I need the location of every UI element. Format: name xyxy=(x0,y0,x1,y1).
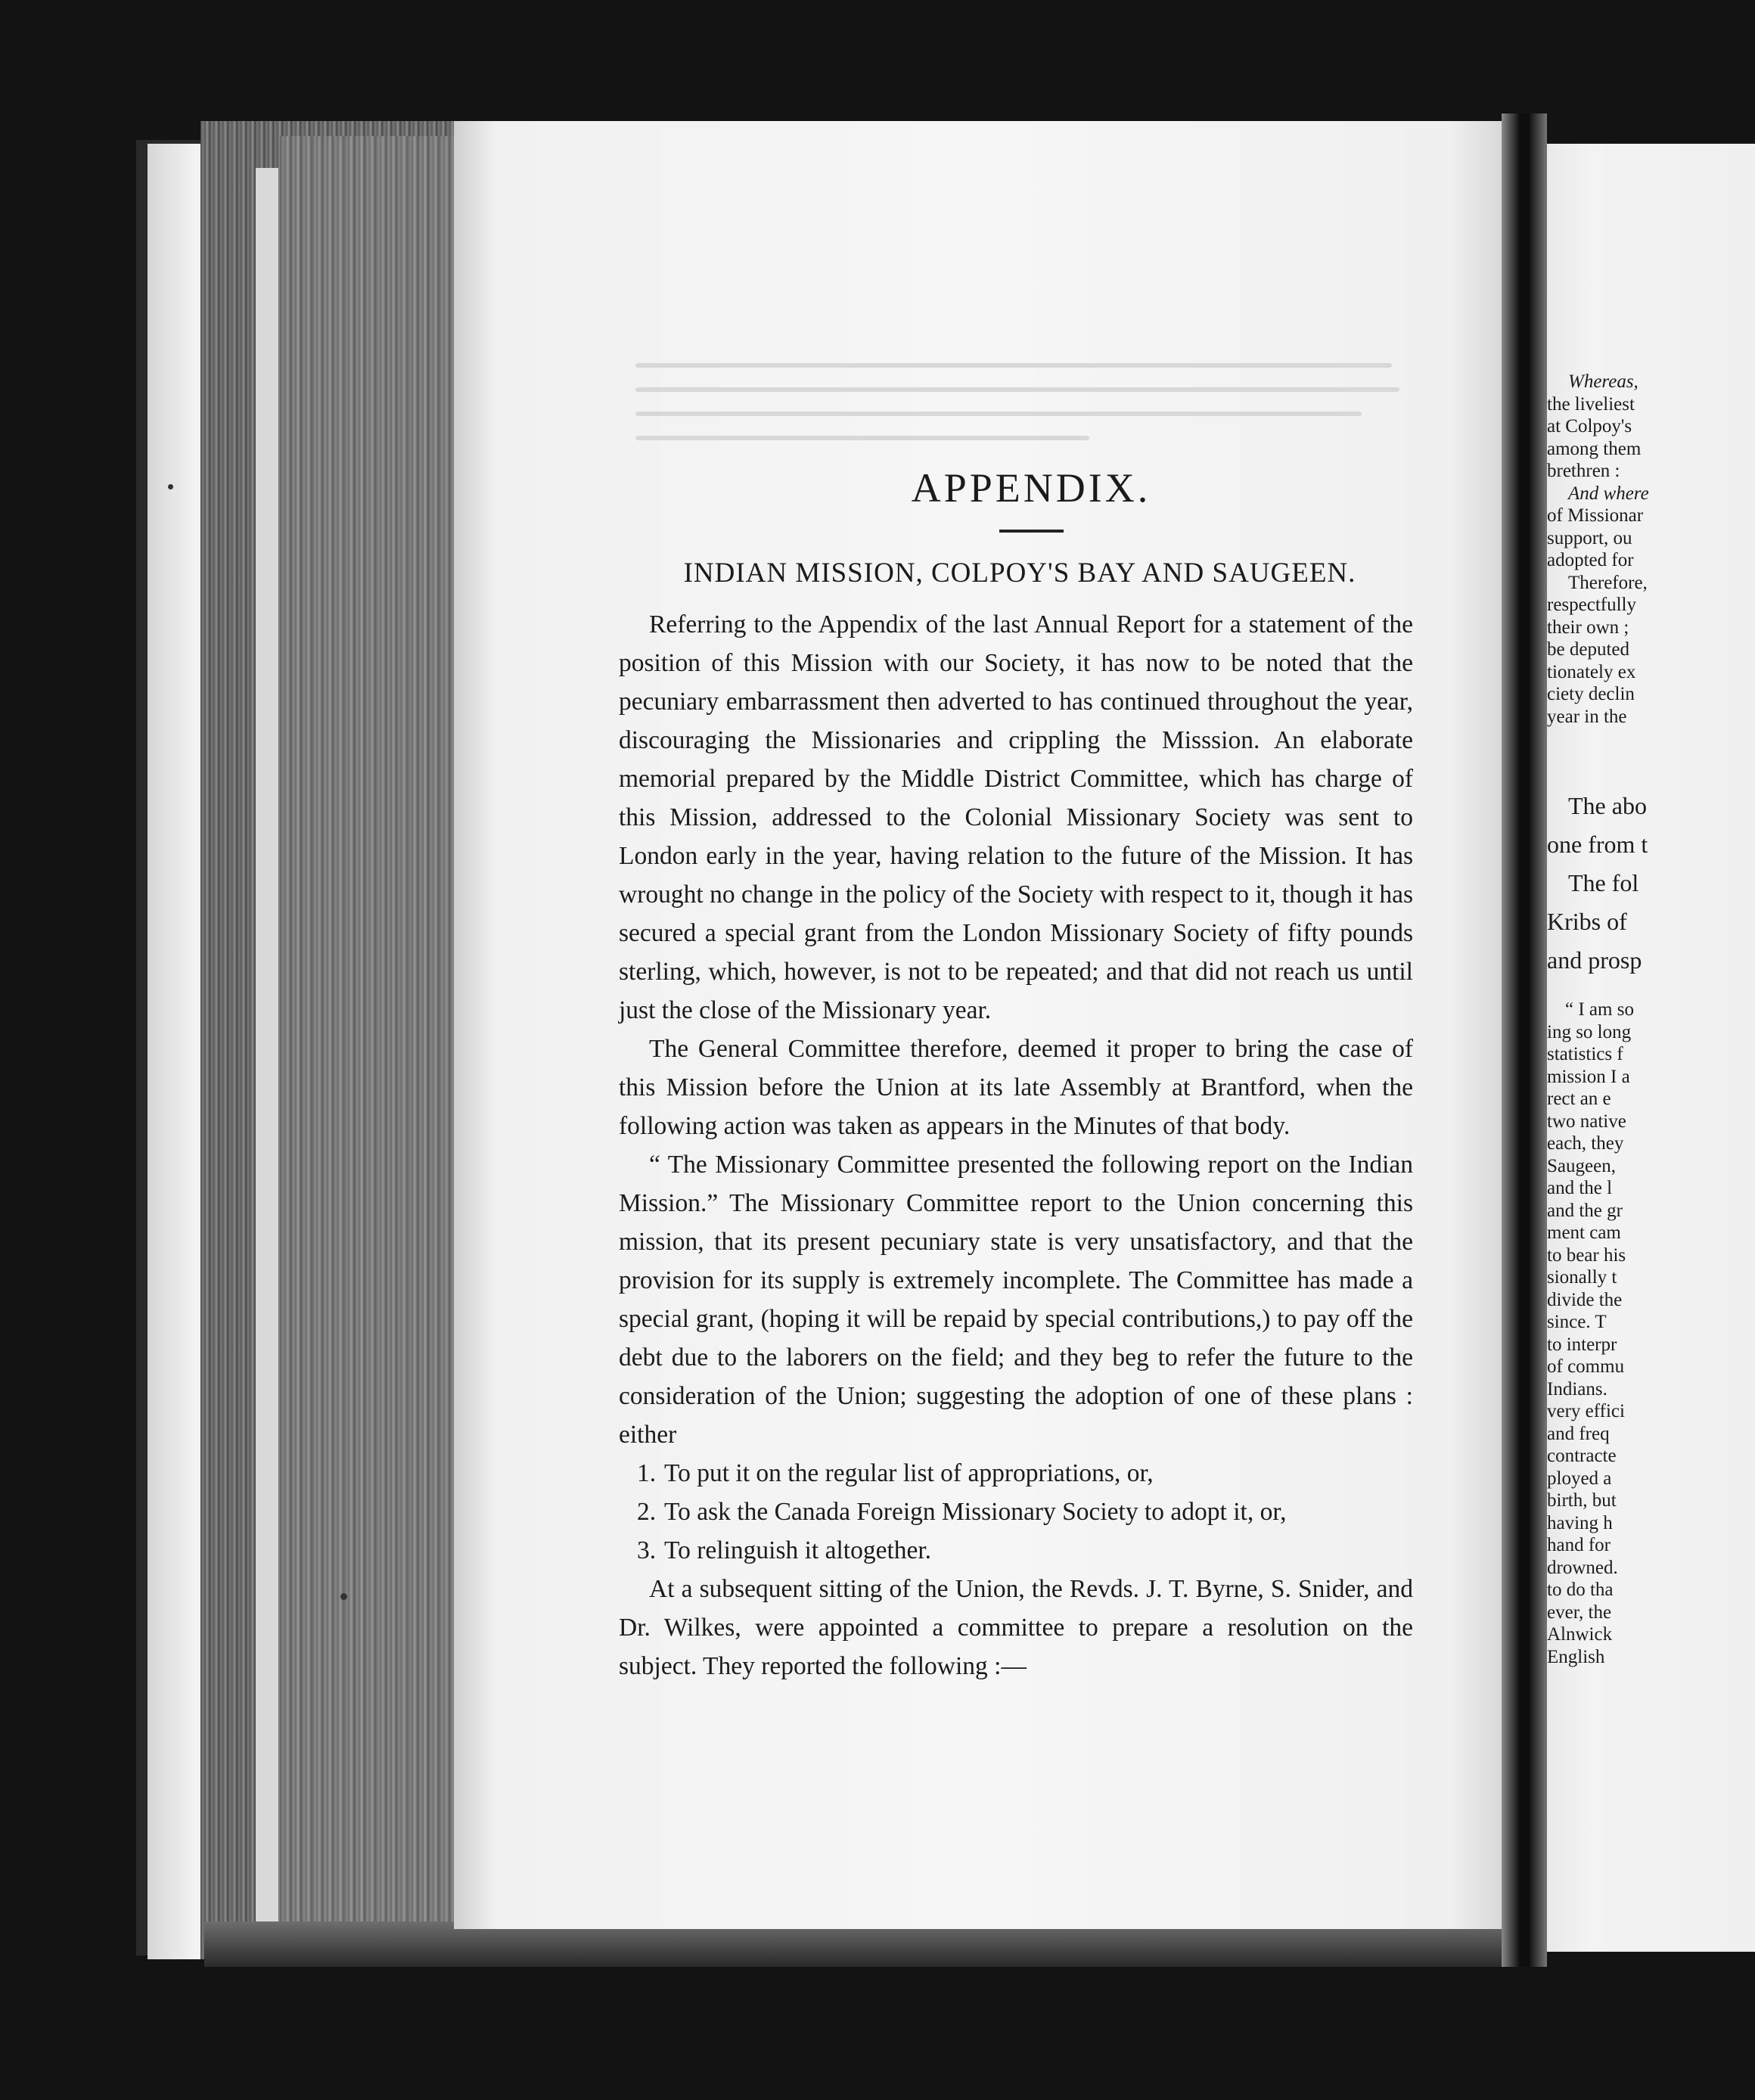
right-page-line: Whereas, xyxy=(1568,371,1639,392)
list-item: 3. To relinguish it altogether. xyxy=(637,1536,932,1564)
right-page-line: and freq xyxy=(1547,1423,1610,1444)
right-page-line: birth, but xyxy=(1547,1490,1617,1511)
right-page-line: since. T xyxy=(1547,1312,1607,1332)
page-edge-highlight xyxy=(256,168,278,1931)
right-page-line: contracte xyxy=(1547,1446,1617,1466)
right-page-line: of Missionar xyxy=(1547,505,1644,526)
right-page-line: and prosp xyxy=(1547,946,1642,974)
list-item: 2. To ask the Canada Foreign Missionary Society to adopt it, or, xyxy=(637,1498,1287,1526)
right-page-line: the liveliest xyxy=(1547,393,1635,415)
scan-speck xyxy=(340,1593,347,1600)
right-page-line: sionally t xyxy=(1547,1267,1617,1288)
right-page-line: drowned. xyxy=(1547,1557,1618,1578)
right-page-line: ciety declin xyxy=(1547,684,1635,704)
right-page-line: to do tha xyxy=(1547,1580,1614,1600)
show-through-line xyxy=(635,436,1089,440)
right-page-line: two native xyxy=(1547,1111,1626,1132)
right-page-line: “ I am so xyxy=(1565,999,1634,1020)
page-edges-inner xyxy=(280,136,454,1959)
plans-list xyxy=(619,1454,1413,1570)
paragraph-1: Referring to the Appendix of the last Annual Report for a statement of the position of this Mission with our Society, it has now to be noted that the pecuniary embarrassment then adverted to has continued throughout the year, discouraging the Missionaries and crippling the Misssion. An elaborate memorial prepared by the Middle District Committee, which has charge of this Mission, addressed to the Colonial Missionary Society was sent to London early in the year, having relation to the future of the Mission. It has wrought no change in the policy of the Society with respect to it, though it has secured a special grant from the London Missionary Society of fifty pounds sterling, which, however, is not to be repeated; and that did not reach us until just the close of the Missionary year. xyxy=(619,610,1413,1024)
right-page-line: mission I a xyxy=(1547,1066,1630,1087)
right-page-line: among them xyxy=(1547,438,1642,459)
list-item: 1. To put it on the regular list of appropriations, or, xyxy=(637,1459,1154,1487)
right-page-line: rect an e xyxy=(1547,1089,1611,1109)
right-page-line: adopted for xyxy=(1547,550,1634,570)
right-page-line: Kribs of xyxy=(1547,908,1627,935)
right-page-line: ing so long xyxy=(1547,1021,1632,1042)
section-heading: INDIAN MISSION, COLPOY'S BAY AND SAUGEEN. xyxy=(683,558,1356,589)
right-page-line: having h xyxy=(1547,1512,1613,1533)
paragraph-3: “ The Missionary Committee presented the following report on the Indian Mission.” The Missionary Committee report to the Union concerning this mission, that its present pecuniary state is very unsatisfactory, and that the provision for its supply is extremely incomplete. The Committee has made a special grant, (hoping it will be repaid by special contributions,) to pay off the debt due to the laborers on the field; and they beg to refer the future to the consideration of the Union; suggesting the adoption of one of these plans : either xyxy=(619,1151,1413,1449)
show-through-line xyxy=(635,363,1392,368)
right-page-line: and the l xyxy=(1547,1178,1613,1198)
right-page-line: one from t xyxy=(1547,831,1648,858)
right-page-line: to bear his xyxy=(1547,1244,1626,1266)
right-page-line: English xyxy=(1547,1646,1605,1667)
right-page-line: brethren : xyxy=(1547,461,1620,481)
closing-paragraph: At a subsequent sitting of the Union, the Revds. J. T. Byrne, S. Snider, and Dr. Wilkes, were appointed a committee to prepare a resolution on the subject. They reported the following :— xyxy=(619,1575,1413,1680)
right-page-line: of commu xyxy=(1547,1356,1625,1377)
right-page-line: Alnwick xyxy=(1547,1624,1613,1645)
right-page-line: Saugeen, xyxy=(1547,1155,1616,1176)
right-page-line: and the gr xyxy=(1547,1200,1623,1221)
right-page-line: year in the xyxy=(1547,706,1627,727)
show-through-line xyxy=(635,412,1362,416)
right-page xyxy=(1547,144,1755,1952)
right-page-line: The abo xyxy=(1568,792,1647,819)
right-page-line: ment cam xyxy=(1547,1222,1621,1243)
right-page-line: to interpr xyxy=(1547,1334,1617,1355)
right-page-line: support, ou xyxy=(1547,527,1632,548)
right-page-line: divide the xyxy=(1547,1289,1623,1310)
right-page-line: ployed a xyxy=(1547,1468,1612,1489)
right-page-line: Indians. xyxy=(1547,1378,1607,1399)
right-page-line: statistics f xyxy=(1547,1044,1623,1064)
right-page-line: very effici xyxy=(1547,1401,1625,1421)
right-page-line: respectfully xyxy=(1547,595,1637,615)
right-page-line: ever, the xyxy=(1547,1601,1612,1623)
right-page-line: tionately ex xyxy=(1547,661,1636,682)
show-through-line xyxy=(635,387,1399,392)
page-text xyxy=(619,461,1413,1685)
right-page-line: hand for xyxy=(1547,1535,1611,1555)
scan-speck xyxy=(168,484,173,489)
page-title: APPENDIX. xyxy=(911,465,1151,511)
right-page-line: And where xyxy=(1568,483,1649,504)
right-page-line: Therefore, xyxy=(1568,572,1648,593)
right-page-line: be deputed xyxy=(1547,639,1629,660)
right-page-line: each, they xyxy=(1547,1133,1624,1154)
book-gutter xyxy=(1502,113,1547,1967)
right-page-line: their own ; xyxy=(1547,617,1629,638)
title-rule xyxy=(999,530,1064,533)
paragraph-2: The General Committee therefore, deemed it proper to bring the case of this Mission before the Union at its late Assembly at Brantford, when the following action was taken as appears in the Minutes of that body. xyxy=(619,1035,1413,1140)
right-page-line: at Colpoy's xyxy=(1547,416,1632,436)
right-page-line: The fol xyxy=(1568,869,1639,896)
